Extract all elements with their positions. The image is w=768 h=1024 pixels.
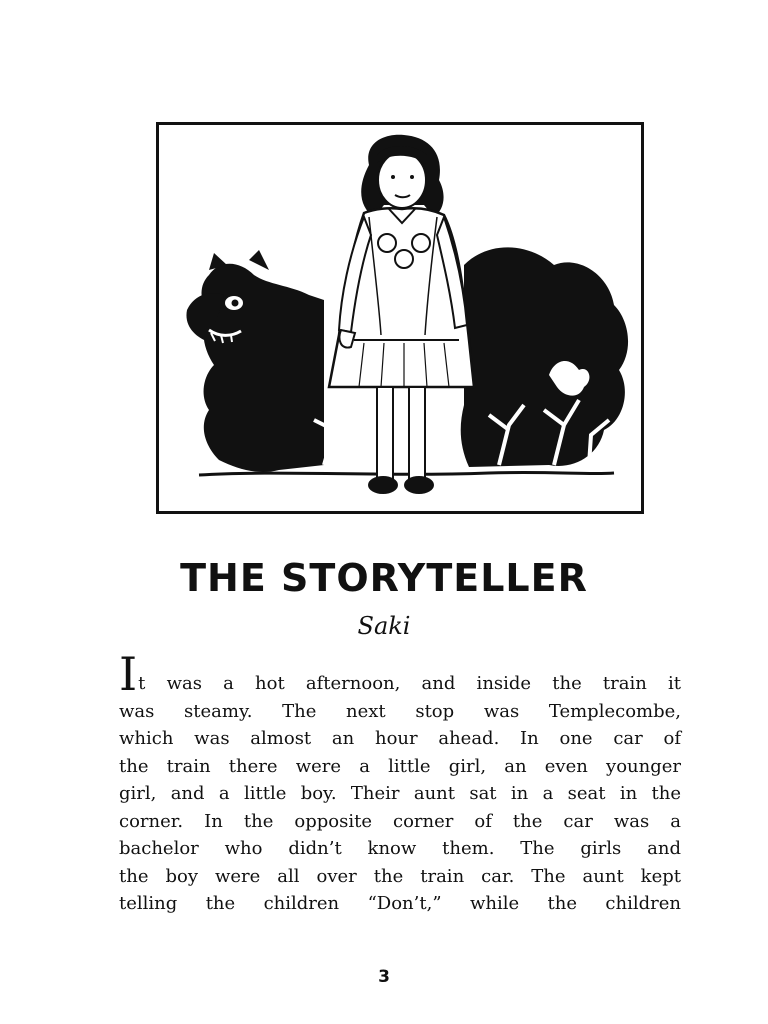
first-line-text: t was a hot afternoon, and inside the train it (138, 673, 681, 694)
body-line: corner. In the opposite corner of the car was a (119, 810, 681, 832)
bush-right (461, 247, 628, 467)
body-line: which was almost an hour ahead. In one car of (119, 728, 681, 749)
body-line-1 (119, 647, 681, 701)
body-line: was steamy. The next stop was Templecombe, (119, 700, 681, 722)
wolf-silhouette (186, 250, 324, 472)
drop-cap: I (119, 647, 138, 701)
body-line: the boy were all over the train car. The aunt kept (119, 865, 681, 887)
body-line: bachelor who didn’t know them. The girls and (119, 838, 681, 859)
story-illustration (156, 122, 644, 514)
body-line: the train there were a little girl, an even younger (119, 755, 681, 777)
body-line: telling the children “Don’t,” while the children (119, 893, 681, 914)
body-line: girl, and a little boy. Their aunt sat in a seat in the (119, 783, 681, 804)
girl-figure (329, 135, 474, 494)
story-body (119, 647, 681, 918)
story-author: Saki (357, 612, 411, 640)
page-number: 3 (378, 967, 390, 987)
story-title: THE STORYTELLER (180, 556, 588, 600)
